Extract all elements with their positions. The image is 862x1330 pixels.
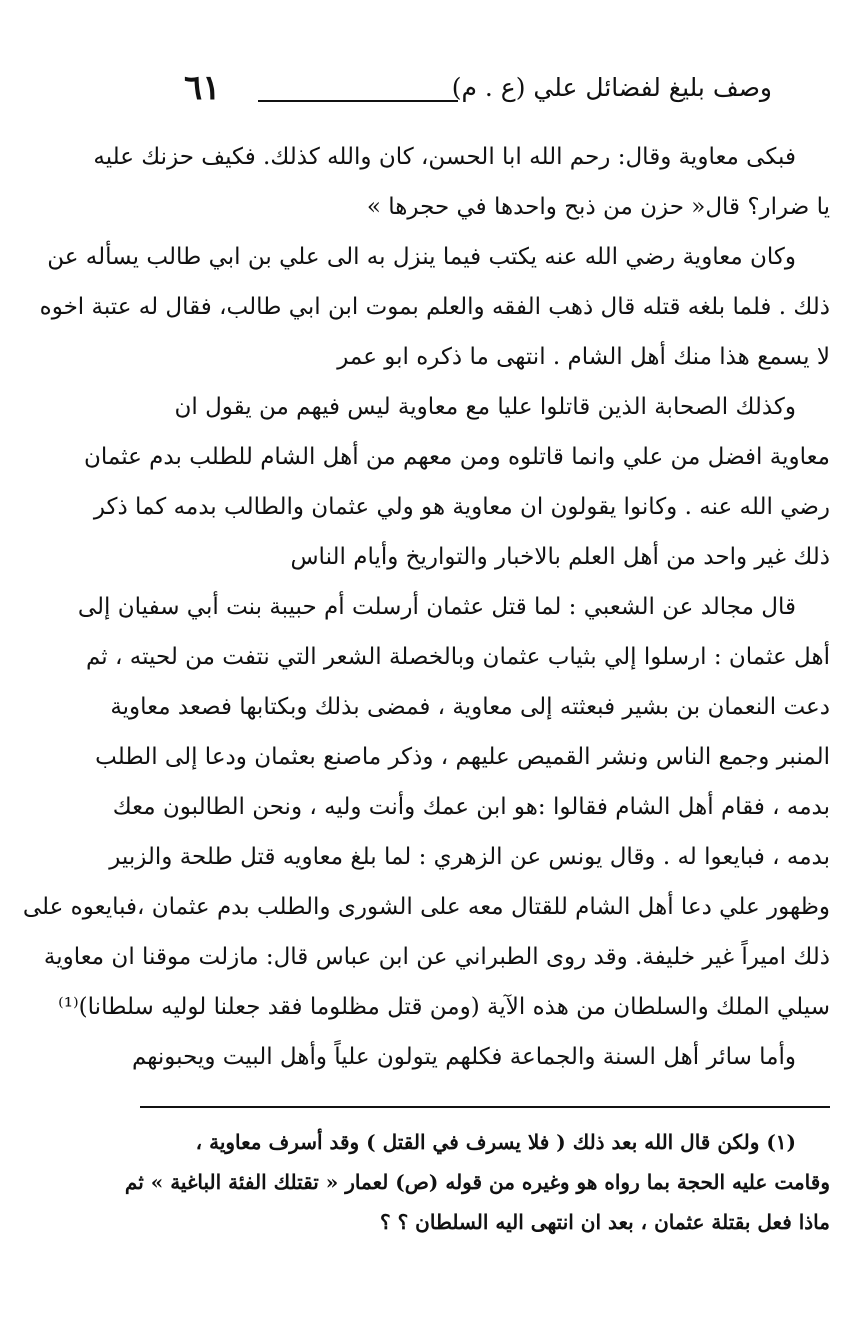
running-title: وصف بليغ لفضائل علي (ع . م)	[451, 73, 772, 102]
text-line: وأما سائر أهل السنة والجماعة فكلهم يتولون علياً وأهل البيت ويحبونهم	[131, 1044, 796, 1070]
footnotes	[124, 1122, 830, 1242]
text-line: بدمه ، فقام أهل الشام فقالوا :هو ابن عمك وأنت وليه ، ونحن الطالبون معك	[112, 794, 830, 820]
text-line: فبكى معاوية وقال: رحم الله ابا الحسن، كان والله كذلك. فكيف حزنك عليه	[93, 144, 796, 170]
footnote-rule	[140, 1106, 830, 1108]
text-line: رضي الله عنه . وكانوا يقولون ان معاوية هو ولي عثمان والطالب بدمه كما ذكر	[93, 494, 830, 520]
text-line: المنبر وجمع الناس ونشر القميص عليهم ، وذكر ماصنع بعثمان ودعا إلى الطلب	[95, 744, 830, 770]
text-line: لا يسمع هذا منك أهل الشام . انتهى ما ذكره ابو عمر	[337, 344, 830, 370]
text-line: بدمه ، فبايعوا له . وقال يونس عن الزهري : لما بلغ معاويه قتل طلحة والزبير	[109, 844, 830, 870]
page-header	[140, 62, 830, 122]
text-line: وكان معاوية رضي الله عنه يكتب فيما ينزل به الى علي بن ابي طالب يسأله عن	[47, 244, 796, 270]
text-line: دعت النعمان بن بشير فبعثته إلى معاوية ، فمضى بذلك وبكتابها فصعد معاوية	[110, 694, 830, 720]
footnote-line: وقامت عليه الحجة بما رواه هو وغيره من قوله (ص) لعمار « تقتلك الفئة الباغية » ثم	[124, 1170, 830, 1194]
text-line: يا ضرار؟ قال« حزن من ذبح واحدها في حجرها »	[366, 194, 830, 220]
text-line: ذلك غير واحد من أهل العلم بالاخبار والتواريخ وأيام الناس	[290, 544, 830, 570]
body-text	[22, 132, 830, 1082]
text-line: وكذلك الصحابة الذين قاتلوا عليا مع معاوية ليس فيهم من يقول ان	[174, 394, 796, 420]
text-line: أهل عثمان : ارسلوا إلي بثياب عثمان وبالخصلة الشعر التي نتفت من لحيته ، ثم	[86, 644, 830, 670]
footnote-line: ماذا فعل بقتلة عثمان ، بعد ان انتهى اليه السلطان ؟ ؟	[380, 1210, 830, 1234]
page-number: ٦١	[184, 68, 221, 108]
footnote-line: (١) ولكن قال الله بعد ذلك ( فلا يسرف في القتل ) وقد أسرف معاوية ،	[195, 1130, 796, 1154]
text-line: ذلك . فلما بلغه قتله قال ذهب الفقه والعلم بموت ابن ابي طالب، فقال له عتبة اخوه	[39, 294, 830, 320]
text-line: قال مجالد عن الشعبي : لما قتل عثمان أرسلت أم حبيبة بنت أبي سفيان إلى	[77, 594, 796, 620]
text-line: وظهور علي دعا أهل الشام للقتال معه على الشورى والطلب بدم عثمان ،فبايعوه على	[22, 894, 830, 920]
header-rule	[258, 100, 458, 102]
text-line: معاوية افضل من علي وانما قاتلوه ومن معهم من أهل الشام للطلب بدم عثمان	[84, 444, 830, 470]
text-line: ذلك اميراً غير خليفة. وقد روى الطبراني عن ابن عباس قال: مازلت موقنا ان معاوية	[43, 944, 830, 970]
text-line: سيلي الملك والسلطان من هذه الآية (ومن قتل مظلوما فقد جعلنا لوليه سلطانا)⁽¹⁾	[58, 994, 830, 1020]
